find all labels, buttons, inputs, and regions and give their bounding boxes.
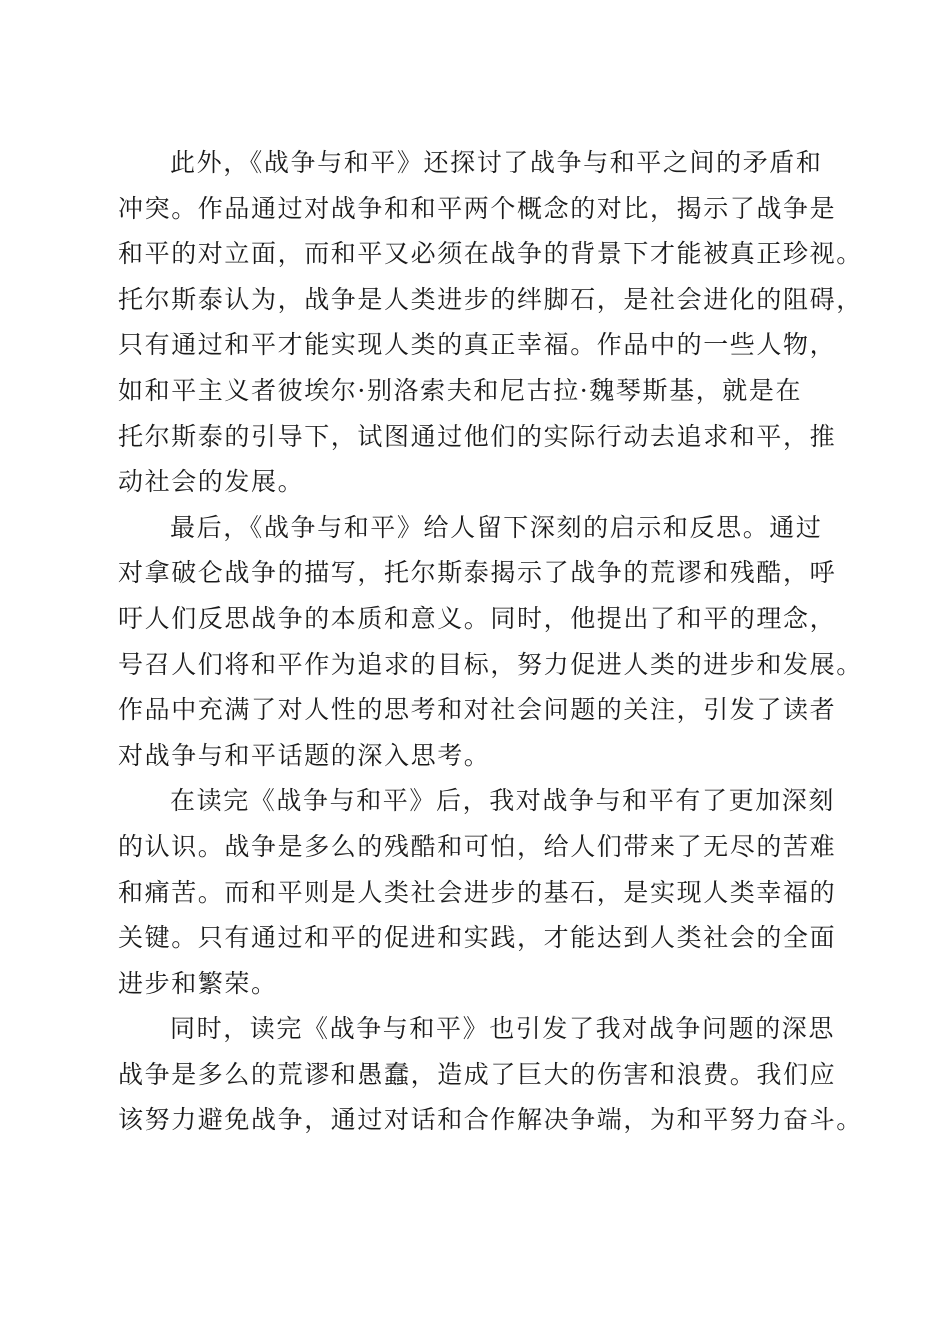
text-line: 同时，读完《战争与和平》也引发了我对战争问题的深思 bbox=[170, 1014, 836, 1044]
text-line: 作品中充满了对人性的思考和对社会问题的关注，引发了读者 bbox=[118, 695, 837, 725]
text-line: 只有通过和平才能实现人类的真正幸福。作品中的一些人物， bbox=[118, 330, 837, 360]
paragraph bbox=[118, 505, 863, 779]
text-line: 对战争与和平话题的深入思考。 bbox=[118, 740, 491, 770]
text-line: 战争是多么的荒谬和愚蠢，造成了巨大的伤害和浪费。我们应 bbox=[118, 1059, 837, 1089]
text-line: 和平的对立面，而和平又必须在战争的背景下才能被真正珍视。 bbox=[118, 239, 863, 269]
text-line: 该努力避免战争，通过对话和合作解决争端，为和平努力奋斗。 bbox=[118, 1105, 863, 1135]
text-line: 吁人们反思战争的本质和意义。同时，他提出了和平的理念， bbox=[118, 603, 837, 633]
text-line: 动社会的发展。 bbox=[118, 467, 305, 497]
document-body bbox=[118, 140, 863, 1143]
text-line: 在读完《战争与和平》后，我对战争与和平有了更加深刻 bbox=[170, 786, 836, 816]
text-line: 此外，《战争与和平》还探讨了战争与和平之间的矛盾和 bbox=[170, 148, 823, 177]
text-line: 对拿破仑战争的描写，托尔斯泰揭示了战争的荒谬和残酷，呼 bbox=[118, 558, 837, 588]
text-line: 冲突。作品通过对战争和和平两个概念的对比，揭示了战争是 bbox=[118, 193, 837, 223]
text-line: 如和平主义者彼埃尔·别洛索夫和尼古拉·魏琴斯基，就是在 bbox=[118, 375, 803, 405]
paragraph bbox=[118, 140, 863, 505]
paragraph bbox=[118, 1006, 863, 1143]
text-line: 进步和繁荣。 bbox=[118, 968, 278, 998]
paragraph bbox=[118, 778, 837, 1006]
text-line: 关键。只有通过和平的促进和实践，才能达到人类社会的全面 bbox=[118, 923, 837, 953]
text-line: 最后，《战争与和平》给人留下深刻的启示和反思。通过 bbox=[170, 512, 823, 542]
text-line: 的认识。战争是多么的残酷和可怕，给人们带来了无尽的苦难 bbox=[118, 831, 837, 861]
text-line: 和痛苦。而和平则是人类社会进步的基石，是实现人类幸福的 bbox=[118, 877, 837, 907]
text-line: 托尔斯泰认为，战争是人类进步的绊脚石，是社会进化的阻碍， bbox=[118, 284, 863, 314]
text-line: 号召人们将和平作为追求的目标，努力促进人类的进步和发展。 bbox=[118, 649, 863, 679]
text-line: 托尔斯泰的引导下，试图通过他们的实际行动去追求和平，推 bbox=[118, 421, 837, 451]
